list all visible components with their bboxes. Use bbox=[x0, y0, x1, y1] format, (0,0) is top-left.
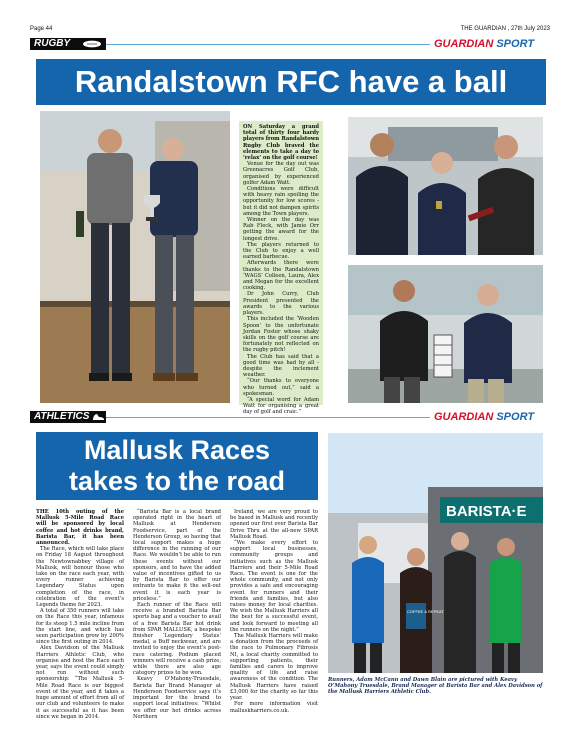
article-paragraph: “Barista Bar is a local brand operated right in the heart of Mallusk at Henderson Foodservice, part of the Henderson Group, so having that local support makes a huge difference in the running of our Race. We wouldn’t be able to run these events without our sponsors, and to have the added value of incentives gifted to us by Barista Bar to offer our entrants to make it the sell-out event it is each year is priceless.” bbox=[133, 509, 221, 602]
rugby-lead-paragraph: ON Saturday a grand total of thirty four hardy players from Randalstown Rugby Club braved the elements to take a day to ‘relax’ on the golf course! bbox=[243, 124, 319, 162]
brand-guardian-sport: GUARDIAN SPORT bbox=[434, 411, 535, 423]
rugby-article bbox=[239, 121, 323, 416]
athletics-column-1 bbox=[36, 509, 124, 720]
section-rule bbox=[106, 417, 430, 418]
article-paragraph: Keavy O’Mahony-Truesdale, Barista Bar Brand Manager at Henderson Foodservice says it’s important for the brand to support local initiatives: “Whilst we offer our hot drinks across Northern bbox=[133, 676, 221, 720]
article-paragraph: Afterwards there were thanks to the Randalstown ‘WAGS’ Colleen, Laura, Alex and Megan for the excellent cooking. bbox=[243, 260, 319, 292]
running-shoe-icon bbox=[92, 413, 104, 421]
article-paragraph: The Club has said that a good time was had by all - despite the inclement weather. bbox=[243, 353, 319, 379]
article-paragraph: Conditions were difficult with heavy rain spoiling the opportunity for low scores - but it did not dampen spirits among the Town players. bbox=[243, 186, 319, 217]
article-paragraph: The players returned to the Club to enjoy a well earned barbecue. bbox=[243, 241, 319, 261]
athletics-headline: Mallusk Races takes to the road bbox=[36, 432, 318, 500]
article-paragraph: Venue for the day out was Greenacres Golf Club, organised by experienced golfer Adam Watt. bbox=[243, 161, 319, 186]
article-paragraph: “A special word for Adam Watt for organising a great day of golf and craic.” bbox=[243, 396, 319, 416]
rugby-headline: Randalstown RFC have a ball bbox=[36, 59, 546, 105]
article-paragraph: Each runner of the Race will receive a branded Barista Bar sports bag and a voucher to avail of a free Barista Bar hot drink from SPAR MALLUSK, a bespoke finisher ‘Legendary Status’ medal, a Buff neckwear, and are invited to enjoy the event’s post-race catering. Podium placed winners will receive a cash prize, while there are also age category prizes to be won. bbox=[133, 602, 221, 677]
article-paragraph: “We make every effort to support local businesses, community groups and initiatives such as the Mallusk Harriers and their 5-Mile Road Race. The event is one for the whole community, and not only provides a safe and encouraging event for runners and their friends and families, but also raises money for local charities. We wish the Mallusk Harriers all the best for a successful event, and look forward to meeting all the runners on the night.” bbox=[230, 540, 318, 633]
article-paragraph: The Mallusk Harriers will make a donation from the proceeds of the race to Pulmonary Fibrosis NI, a local charity committed to supporting patients, their families and carers to improve quality of life and raise awareness of the condition. The Mallusk Harriers have raised £3,000 for the charity so far this year. bbox=[230, 633, 318, 702]
athletics-column-3 bbox=[230, 509, 318, 714]
brand-guardian-sport: GUARDIAN SPORT bbox=[434, 38, 535, 50]
photo-caption: Runners, Adam McCann and Dawn Blain are pictured with Keavy O’Mahony Truesdale, Brand Manager at Barista Bar and Alex Davidson of the Mallusk Harriers Athletic Club. bbox=[328, 677, 543, 695]
article-paragraph: A total of 350 runners will take on the Race this year, infamous for its steep 1.5 mile incline from the start line, and which has seen participation grow by 200% since the first outing in 2014. bbox=[36, 608, 124, 646]
rugby-spoon-photo bbox=[348, 265, 543, 403]
article-paragraph: The Race, which will take place on Friday 18 August throughout the Newtownabbey village of Mallusk, will honour those who take on the race each year, with every runner achieving Legendary Status upon completion of the race, in celebration of the event’s Legends theme for 2023. bbox=[36, 546, 124, 609]
section-rule bbox=[106, 44, 430, 45]
rugby-awards-photo bbox=[40, 111, 230, 403]
article-paragraph: For more information visit malluskharriers.co.uk. bbox=[230, 701, 318, 714]
rugby-ball-icon bbox=[82, 40, 102, 48]
barista-bar-sign: BARISTA·E bbox=[446, 503, 527, 520]
article-paragraph: Ireland, we are very proud to be based in Mallusk and recently opened our first ever Barista Bar Drive Thru at the all-new SPAR Mallusk Road. bbox=[230, 509, 318, 540]
athletics-column-2 bbox=[133, 509, 221, 720]
article-paragraph: Winner on the day was Rab Fleck, with Jamie Orr getting the award for the longest drive. bbox=[243, 217, 319, 242]
paper-date: THE GUARDIAN , 27th July 2023 bbox=[460, 26, 550, 32]
athletics-photo bbox=[328, 433, 543, 673]
rugby-group-photo bbox=[348, 117, 543, 255]
coffee-cup-label: COFFEE & REPEAT bbox=[407, 609, 444, 614]
article-paragraph: Dr John Curry, Club President presented the awards to the various players. bbox=[243, 291, 319, 317]
section-label-athletics: ATHLETICS bbox=[30, 411, 106, 423]
article-paragraph: Alex Davidson of the Mallusk Harriers Athletic Club, who organise and host the Race each year, says the event could simply not run without such sponsorship: “The Mallusk 5-Mile Road Race is our biggest event of the year, and it takes a huge amount of effort from all of our club and volunteers to make it as successful as it has been since we began in 2014. bbox=[36, 645, 124, 720]
section-label-rugby: RUGBY bbox=[30, 38, 106, 50]
article-paragraph: “Our thanks to everyone who turned out,” said a spokesman. bbox=[243, 378, 319, 397]
athletics-lead-paragraph: THE 10th outing of the Mallusk 5-Mile Road Race will be sponsored by local coffee and hot drinks brand, Barista Bar, it has been announced. bbox=[36, 509, 124, 547]
page-number: Page 44 bbox=[30, 26, 53, 32]
article-paragraph: This included the ‘Wooden Spoon’ to the unfortunate Jordan Foster whose shaky skills on the golf course are fortunately not reflected on the rugby pitch! bbox=[243, 316, 319, 354]
